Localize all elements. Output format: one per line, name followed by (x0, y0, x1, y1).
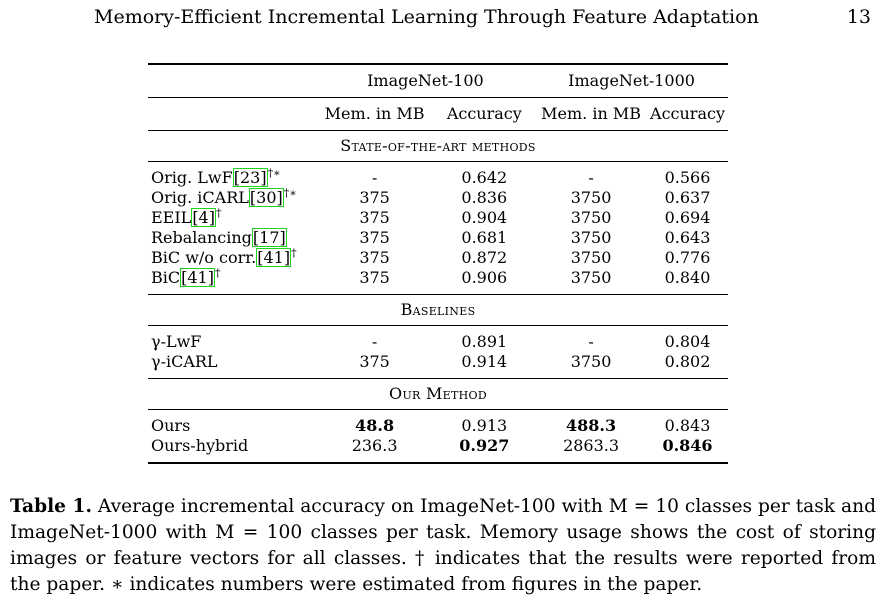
table-cell: 3750 (570, 268, 612, 287)
table-row (148, 352, 728, 372)
table-cell: 0.694 (664, 208, 711, 227)
table-row (148, 168, 728, 188)
method-name (148, 436, 316, 456)
col-mem-1000: Mem. in MB (535, 98, 647, 131)
table-cell: 0.891 (461, 332, 508, 351)
section-title: Baselines (148, 295, 728, 326)
our-rows (148, 416, 728, 456)
table-cell: 236.3 (351, 436, 398, 455)
method-label: EEIL (151, 208, 192, 227)
running-header (0, 6, 883, 30)
table-cell: 0.776 (664, 248, 711, 267)
table-cell: 48.8 (355, 416, 395, 435)
table-row (148, 228, 728, 248)
method-label: Orig. LwF (151, 168, 233, 187)
caption-text: Average incremental accuracy on ImageNet-100 with M = 10 classes per task and ImageNet-1000 with M = 100 classes per task. Memory usage shows the cost of storing images or feature vectors for all classes. † indicates that the results were reported from the paper. ∗ indicates numbers were estimated from figures in the paper. (10, 496, 876, 595)
method-name (148, 168, 316, 188)
table-cell: 0.872 (461, 248, 508, 267)
col-acc-100: Accuracy (433, 98, 535, 131)
dataset-imagenet100: ImageNet-100 (316, 64, 535, 98)
table-cell: 3750 (570, 228, 612, 247)
method-name (148, 188, 316, 208)
sota-rows (148, 168, 728, 288)
running-title: Memory-Efficient Incremental Learning Through Feature Adaptation (94, 6, 759, 28)
method-label: Ours (151, 416, 191, 435)
method-name (148, 268, 316, 288)
section-ours (148, 379, 728, 410)
col-acc-1000: Accuracy (647, 98, 728, 131)
table-cell: 0.643 (664, 228, 711, 247)
method-label: γ-iCARL (151, 352, 218, 371)
caption-label: Table 1. (10, 496, 92, 517)
table-cell: 0.846 (662, 436, 713, 455)
method-label: BiC w/o corr. (151, 248, 257, 267)
column-header-row (148, 98, 728, 131)
table-cell: 0.840 (664, 268, 711, 287)
table-caption (10, 494, 876, 598)
table-cell: 3750 (570, 248, 612, 267)
table-cell: 0.906 (461, 268, 508, 287)
table-cell: 375 (359, 188, 390, 207)
method-name (148, 332, 316, 352)
table-cell: 0.913 (461, 416, 508, 435)
footnote-mark: † (215, 206, 222, 220)
method-label: BiC (151, 268, 181, 287)
table-row (148, 416, 728, 436)
page-number: 13 (846, 6, 871, 28)
footnote-mark: †∗ (267, 166, 281, 180)
table-cell: 0.566 (664, 168, 711, 187)
citation-link[interactable]: [41] (257, 248, 291, 267)
section-title: Our Method (148, 379, 728, 410)
citation-link[interactable]: [4] (192, 208, 215, 227)
table-cell: 0.802 (664, 352, 711, 371)
citation-link[interactable]: [41] (181, 268, 214, 287)
table-cell: 0.804 (664, 332, 711, 351)
table-cell: 3750 (570, 352, 612, 371)
footnote-mark: † (214, 266, 221, 280)
method-name (148, 228, 316, 248)
section-sota (148, 131, 728, 162)
section-baselines (148, 295, 728, 326)
table-cell: - (588, 168, 594, 187)
table-cell: 375 (359, 268, 390, 287)
table-row (148, 248, 728, 268)
method-name (148, 208, 316, 228)
citation-link[interactable]: [23] (233, 168, 267, 187)
table-cell: 2863.3 (563, 436, 620, 455)
table-cell: 0.927 (459, 436, 510, 455)
section-title: State-of-the-art methods (148, 131, 728, 162)
table-cell: 488.3 (566, 416, 617, 435)
table-cell: 375 (359, 208, 390, 227)
results-table (148, 63, 728, 464)
table-cell: 0.914 (461, 352, 508, 371)
method-label: γ-LwF (151, 332, 202, 351)
table-row (148, 268, 728, 288)
table-cell: - (371, 332, 378, 351)
table-cell: 3750 (570, 208, 612, 227)
table-row (148, 436, 728, 456)
citation-link[interactable]: [30] (249, 188, 283, 207)
table-cell: 375 (359, 248, 390, 267)
table-cell: - (588, 332, 594, 351)
footnote-mark: †∗ (283, 186, 297, 200)
method-label: Orig. iCARL (151, 188, 249, 207)
table-cell: 0.637 (664, 188, 711, 207)
footnote-mark: † (291, 246, 297, 260)
table-cell: 0.843 (664, 416, 711, 435)
table-row (148, 188, 728, 208)
table-cell: 0.836 (461, 188, 508, 207)
method-label: Rebalancing (151, 228, 252, 247)
table-row (148, 332, 728, 352)
table-cell: 0.681 (461, 228, 508, 247)
method-name (148, 248, 316, 268)
dataset-header-row (148, 64, 728, 98)
method-name (148, 352, 316, 372)
table-cell: - (371, 168, 378, 187)
table-cell: 0.642 (461, 168, 508, 187)
dataset-imagenet1000: ImageNet-1000 (535, 64, 728, 98)
citation-link[interactable]: [17] (252, 228, 286, 247)
table-cell: 375 (359, 228, 390, 247)
table-row (148, 208, 728, 228)
method-label: Ours-hybrid (151, 436, 249, 455)
method-name (148, 416, 316, 436)
col-mem-100: Mem. in MB (316, 98, 434, 131)
baseline-rows (148, 332, 728, 372)
table-cell: 375 (359, 352, 390, 371)
table-cell: 0.904 (461, 208, 508, 227)
table-cell: 3750 (570, 188, 612, 207)
